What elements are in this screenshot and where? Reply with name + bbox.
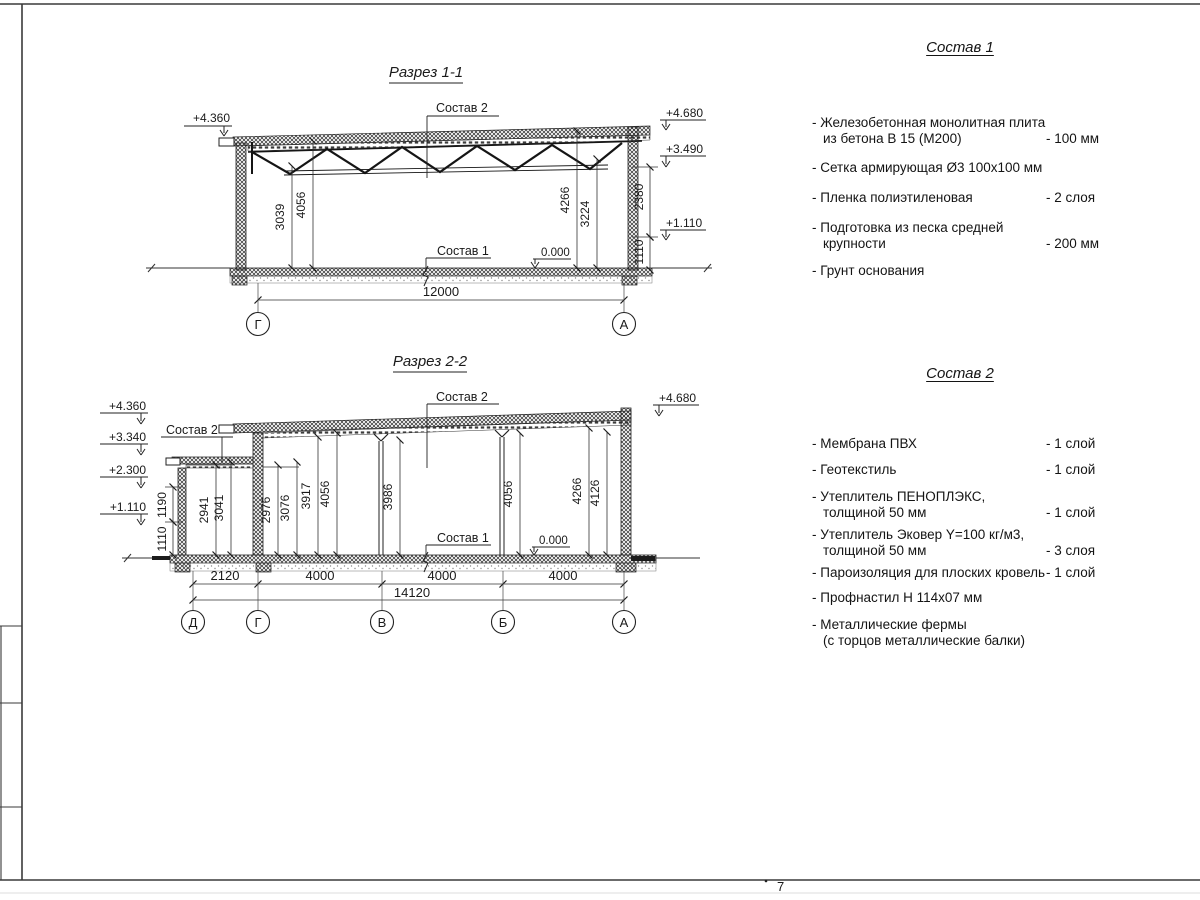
material-item xyxy=(812,617,1108,648)
middle-wall xyxy=(253,433,263,555)
dim-label: 3917 xyxy=(299,482,313,510)
elevation-label: +3.490 xyxy=(666,142,704,156)
dim-overall-label: 14120 xyxy=(393,585,431,600)
material-text-2: из бетона В 15 (М200) xyxy=(823,130,962,146)
roof-slab-2-main xyxy=(219,411,631,438)
floor-slab-2 xyxy=(122,554,700,572)
elevation-right-1a xyxy=(660,106,706,130)
elevation-label: +4.360 xyxy=(108,399,146,413)
dim-label: 3224 xyxy=(578,200,592,228)
edge-beam xyxy=(631,556,655,561)
section-2-title: Разрез 2-2 xyxy=(392,353,468,370)
material-item xyxy=(812,489,1108,520)
elevation-left-2d xyxy=(100,500,148,525)
material-value: - 100 мм xyxy=(1046,130,1100,146)
elevation-label: +3.340 xyxy=(108,430,146,444)
dim-label: 4266 xyxy=(558,186,572,214)
zero-level-1 xyxy=(531,247,571,268)
left-wall-1 xyxy=(236,143,246,270)
composition-1-list xyxy=(810,40,1110,300)
material-item xyxy=(812,462,1108,478)
axis-letter: А xyxy=(619,317,629,332)
material-value: - 1 слой xyxy=(1046,436,1096,451)
axis-letter: Г xyxy=(254,317,262,332)
callout-label: Состав 2 xyxy=(436,101,488,115)
material-value: - 2 слоя xyxy=(1046,190,1096,205)
composition-1-title: Состав 1 xyxy=(926,39,994,56)
material-text: - Геотекстиль xyxy=(812,462,897,477)
dim-label: 2976 xyxy=(259,496,273,524)
material-text: - Утеплитель ПЕНОПЛЭКС, xyxy=(812,489,986,504)
elevation-label: +4.360 xyxy=(192,111,230,125)
footing xyxy=(175,563,190,572)
material-text: - Грунт основания xyxy=(812,263,925,278)
axis-letter: Д xyxy=(188,615,198,630)
elevation-label: +1.110 xyxy=(109,500,146,514)
dim-label: 4000 xyxy=(427,568,457,583)
dim-label: 4126 xyxy=(588,479,602,507)
material-text-2: толщиной 50 мм xyxy=(823,504,927,520)
dim-label: 1110 xyxy=(632,239,646,265)
material-text: - Сетка армирующая Ø3 100х100 мм xyxy=(812,160,1043,175)
callout-label: Состав 1 xyxy=(437,531,489,545)
dim-label: 3039 xyxy=(273,203,287,231)
material-item xyxy=(812,190,1108,206)
elevation-left-2c xyxy=(100,463,148,488)
material-item xyxy=(812,590,1108,606)
axis-letter: Г xyxy=(254,615,262,630)
dim-label: 2120 xyxy=(210,568,240,583)
page-number-dot xyxy=(765,880,768,883)
material-item xyxy=(812,436,1108,452)
edge-beam xyxy=(152,556,170,560)
dim-label: 4000 xyxy=(305,568,335,583)
material-item xyxy=(812,263,1108,279)
composition-2-list xyxy=(810,366,1110,656)
axis-letter: В xyxy=(377,615,387,630)
roof-slab-2-annex xyxy=(166,457,253,468)
dim-label: 4056 xyxy=(318,480,332,508)
material-value: - 1 слой xyxy=(1046,504,1096,520)
material-text: - Мембрана ПВХ xyxy=(812,436,917,451)
material-value: - 1 слой xyxy=(1046,462,1096,477)
material-item xyxy=(812,527,1108,558)
dim-label: 3041 xyxy=(212,494,226,522)
roof-edge-plate xyxy=(219,425,234,433)
dim-label: 3076 xyxy=(278,494,292,522)
material-text: - Профнастил Н 114х07 мм xyxy=(812,590,983,605)
material-text: - Утеплитель Эковер Y=100 кг/м3, xyxy=(812,527,1025,542)
dim-label: 4000 xyxy=(548,568,578,583)
section-1-1 xyxy=(146,64,712,336)
right-wall-2 xyxy=(621,408,631,555)
material-text: - Подготовка из песка средней xyxy=(812,220,1004,235)
dim-label: 1110 xyxy=(155,526,169,552)
level-label: 0.000 xyxy=(541,247,570,259)
callout-label: Состав 2 xyxy=(436,390,488,404)
elevation-left-1 xyxy=(184,111,232,136)
material-text: - Металлические фермы xyxy=(812,617,967,632)
material-value: - 200 мм xyxy=(1046,235,1100,251)
dim-label: 4056 xyxy=(294,191,308,219)
footing xyxy=(256,563,271,572)
dim-label: 2380 xyxy=(632,183,646,211)
elevation-left-2b xyxy=(100,430,148,455)
composition-2-title: Состав 2 xyxy=(926,365,994,382)
material-text: - Железобетонная монолитная плита xyxy=(812,115,1046,130)
material-item xyxy=(812,160,1108,176)
elevation-label: +1.110 xyxy=(666,216,703,230)
roof-edge-plate xyxy=(219,138,234,146)
material-text-2: (с торцов металлические балки) xyxy=(823,632,1025,648)
footing xyxy=(232,276,247,285)
footing xyxy=(616,563,636,572)
material-text-2: крупности xyxy=(823,235,886,251)
page-number: 7 xyxy=(777,879,785,894)
elevation-label: +4.680 xyxy=(659,391,697,405)
axis-letter: А xyxy=(619,615,629,630)
roof-edge-plate xyxy=(166,458,180,465)
dim-label: 4056 xyxy=(501,480,515,508)
elevation-left-2a xyxy=(100,399,148,424)
section-2-2 xyxy=(100,353,700,634)
material-item xyxy=(812,565,1108,581)
dim-label: 1190 xyxy=(155,492,169,518)
material-value: - 1 слой xyxy=(1046,565,1096,580)
callout-label: Состав 1 xyxy=(437,244,489,258)
dim-overall-label: 12000 xyxy=(422,284,460,299)
dim-label: 2941 xyxy=(197,496,211,524)
elevation-label: +2.300 xyxy=(108,463,146,477)
dim-label: 4266 xyxy=(570,477,584,505)
material-item xyxy=(812,115,1108,146)
zero-level-2 xyxy=(530,535,570,555)
material-text: - Пленка полиэтиленовая xyxy=(812,190,973,205)
axis-letter: Б xyxy=(498,615,508,630)
floor-slab-1 xyxy=(146,264,712,285)
elevation-right-2 xyxy=(653,391,699,416)
annex-wall xyxy=(178,468,186,555)
material-text-2: толщиной 50 мм xyxy=(823,542,927,558)
elevation-right-1b xyxy=(660,142,706,167)
material-value: - 3 слоя xyxy=(1046,542,1096,558)
material-text: - Пароизоляция для плоских кровель xyxy=(812,565,1046,580)
elevation-right-1c xyxy=(660,216,706,240)
material-item xyxy=(812,220,1108,251)
callout-label: Состав 2 xyxy=(166,423,218,437)
elevation-label: +4.680 xyxy=(666,106,704,120)
dim-label: 3986 xyxy=(381,483,395,511)
level-label: 0.000 xyxy=(539,535,568,547)
section-1-title: Разрез 1-1 xyxy=(388,64,464,81)
